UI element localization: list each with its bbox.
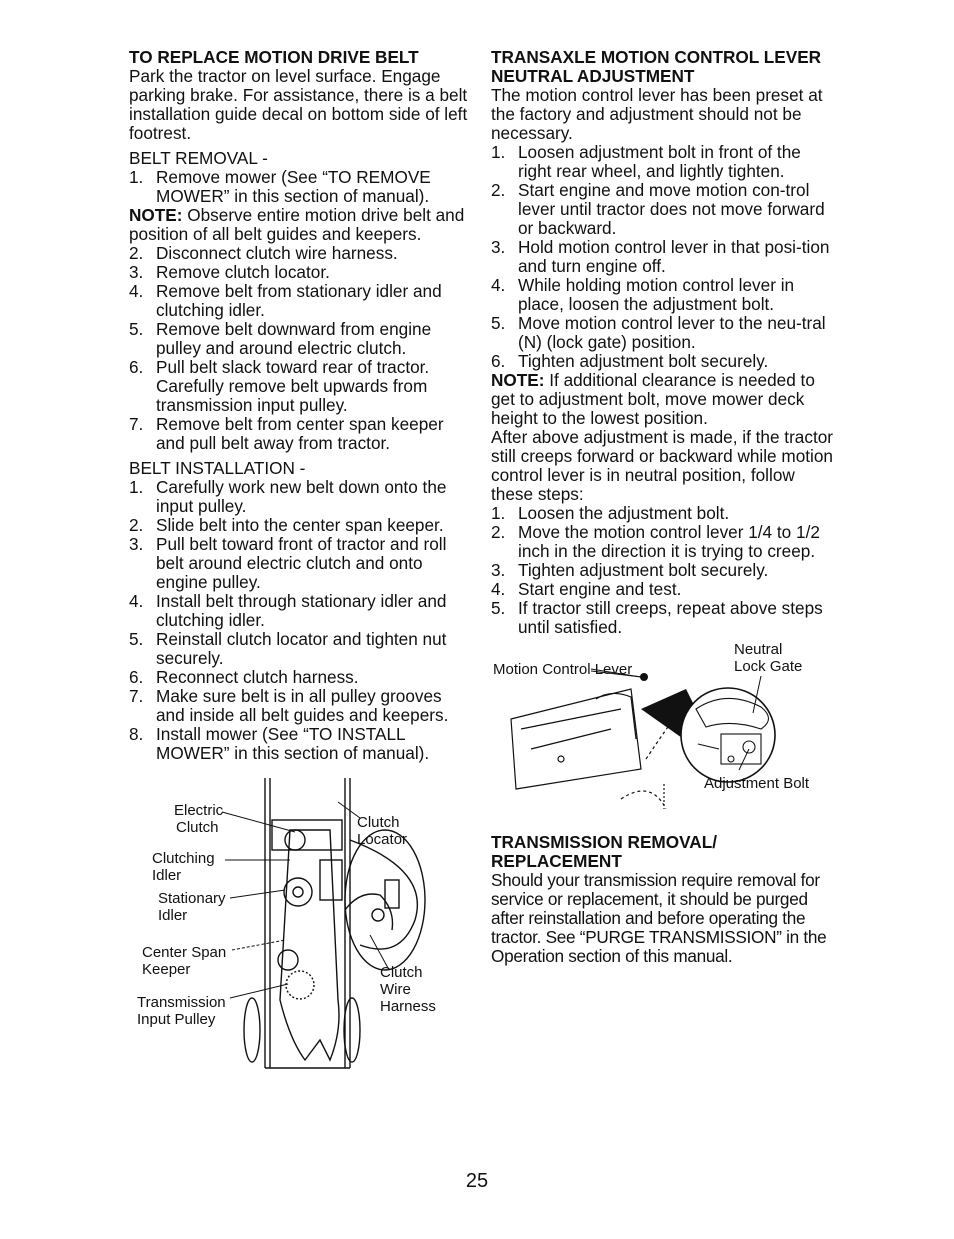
label-clutch-locator-line2: Locator <box>357 831 408 848</box>
label-stationary-idler-line1: Stationary <box>158 890 226 907</box>
list-item <box>129 282 474 320</box>
step-number: 1. <box>491 142 506 162</box>
label-clutch-wire-harness-line3: Harness <box>380 998 436 1015</box>
label-transmission-input-pulley-line1: Transmission <box>137 994 226 1011</box>
label-center-span-keeper-line1: Center Span <box>142 944 227 961</box>
step-text: Slide belt into the center span keeper. <box>156 515 444 535</box>
step-number: 5. <box>129 629 144 649</box>
label-clutch-wire-harness-line2: Wire <box>380 981 411 998</box>
creep-fix-steps <box>491 504 836 637</box>
list-item <box>491 352 836 371</box>
step-number: 3. <box>491 560 506 580</box>
belt-removal-steps <box>129 168 474 206</box>
neutral-after-text: After above adjustment is made, if the tractor still creeps forward or backward while motion control lever is in neutral position, follow these steps: <box>491 427 834 504</box>
step-number: 5. <box>129 319 144 339</box>
neutral-note-label: NOTE: <box>491 370 545 390</box>
label-neutral-lock-gate-line1: Neutral <box>734 641 783 658</box>
label-clutch-wire-harness-line1: Clutch <box>380 964 423 981</box>
label-stationary-idler <box>158 890 226 924</box>
step-number: 7. <box>129 414 144 434</box>
step-text: Remove clutch locator. <box>156 262 330 282</box>
list-item <box>129 320 474 358</box>
list-item <box>491 504 836 523</box>
list-item <box>129 478 474 516</box>
list-item <box>129 592 474 630</box>
step-number: 2. <box>491 522 506 542</box>
note-label: NOTE: <box>129 205 183 225</box>
list-item <box>129 415 474 453</box>
list-item <box>129 516 474 535</box>
section-heading-transmission: TRANSMISSION REMOVAL/ REPLACEMENT <box>491 832 717 871</box>
transmission-paragraph: Should your transmission require removal for service or replacement, it should be purged after reinstallation and before operating the tractor. See “PURGE TRANSMISSION” in the Operation section of this manual. <box>491 870 827 966</box>
list-item <box>129 725 474 763</box>
list-item <box>491 523 836 561</box>
label-clutch-wire-harness <box>380 964 436 1015</box>
step-number: 5. <box>491 598 506 618</box>
list-item <box>491 314 836 352</box>
step-text: Move the motion control lever 1/4 to 1/2 inch in the direction it is trying to creep. <box>518 522 820 561</box>
label-clutching-idler <box>152 850 215 884</box>
step-text: Pull belt slack toward rear of tractor. Carefully remove belt upwards from transmission input pulley. <box>156 357 430 415</box>
label-clutching-idler-line2: Idler <box>152 867 182 884</box>
step-text: Hold motion control lever in that posi-tion and turn engine off. <box>518 237 830 276</box>
list-item <box>491 181 836 238</box>
label-transmission-input-pulley-line2: Input Pulley <box>137 1011 216 1028</box>
list-item <box>491 276 836 314</box>
list-item <box>129 687 474 725</box>
step-number: 3. <box>491 237 506 257</box>
label-electric-clutch-line2: Clutch <box>176 819 219 836</box>
step-number: 3. <box>129 534 144 554</box>
step-number: 1. <box>129 167 144 187</box>
belt-installation-label: BELT INSTALLATION - <box>129 458 306 478</box>
step-text: Start engine and move motion con-trol lever until tractor does not move forward or backward. <box>518 180 825 238</box>
list-item <box>129 535 474 592</box>
step-text: Reinstall clutch locator and tighten nut securely. <box>156 629 447 668</box>
step-number: 1. <box>491 503 506 523</box>
step-number: 4. <box>491 579 506 599</box>
step-number: 4. <box>129 591 144 611</box>
belt-diagram <box>130 770 436 1080</box>
step-text: If tractor still creeps, repeat above steps until satisfied. <box>518 598 823 637</box>
neutral-note <box>491 371 836 428</box>
list-item <box>129 630 474 668</box>
step-number: 2. <box>129 243 144 263</box>
list-item <box>491 580 836 599</box>
label-neutral-lock-gate-line2: Lock Gate <box>734 658 803 675</box>
step-number: 2. <box>491 180 506 200</box>
step-number: 6. <box>491 351 506 371</box>
page-number: 25 <box>465 1170 489 1192</box>
list-item <box>129 168 474 206</box>
step-number: 4. <box>129 281 144 301</box>
step-text: Disconnect clutch wire harness. <box>156 243 398 263</box>
label-transmission-input-pulley <box>137 994 226 1028</box>
list-item <box>491 599 836 637</box>
label-motion-control-lever: Motion Control Lever <box>493 661 633 678</box>
step-text: Tighten adjustment bolt securely. <box>518 560 769 580</box>
belt-removal-label: BELT REMOVAL - <box>129 148 268 168</box>
step-text: Pull belt toward front of tractor and roll belt around electric clutch and onto engine pulley. <box>156 534 447 592</box>
neutral-intro: The motion control lever has been preset at the factory and adjustment should not be necessary. <box>491 85 823 143</box>
right-column <box>491 48 836 966</box>
label-neutral-lock-gate <box>734 641 802 675</box>
left-column <box>129 48 474 763</box>
list-item <box>129 358 474 415</box>
step-number: 6. <box>129 357 144 377</box>
list-item <box>129 263 474 282</box>
step-text: Tighten adjustment bolt securely. <box>518 351 769 371</box>
step-number: 4. <box>491 275 506 295</box>
section-heading-neutral-adjustment: TRANSAXLE MOTION CONTROL LEVER NEUTRAL ADJUSTMENT <box>491 47 822 86</box>
note-text: Observe entire motion drive belt and position of all belt guides and keepers. <box>129 205 465 244</box>
label-electric-clutch <box>174 802 223 836</box>
step-text: Loosen the adjustment bolt. <box>518 503 730 523</box>
label-clutch-locator <box>357 814 407 848</box>
step-number: 8. <box>129 724 144 744</box>
step-text: Remove belt from center span keeper and pull belt away from tractor. <box>156 414 444 453</box>
motion-control-figure <box>491 641 836 819</box>
belt-installation-steps <box>129 478 474 763</box>
section-heading-replace-belt: TO REPLACE MOTION DRIVE BELT <box>129 47 419 67</box>
step-text: Start engine and test. <box>518 579 682 599</box>
label-clutching-idler-line1: Clutching <box>152 850 215 867</box>
step-text: Carefully work new belt down onto the input pulley. <box>156 477 447 516</box>
step-number: 1. <box>129 477 144 497</box>
label-clutch-locator-line1: Clutch <box>357 814 400 831</box>
step-number: 3. <box>129 262 144 282</box>
step-text: Install mower (See “TO INSTALL MOWER” in this section of manual). <box>156 724 430 763</box>
step-number: 6. <box>129 667 144 687</box>
neutral-adjustment-steps <box>491 143 836 371</box>
step-number: 2. <box>129 515 144 535</box>
step-text: Loosen adjustment bolt in front of the right rear wheel, and lightly tighten. <box>518 142 801 181</box>
step-text: Move motion control lever to the neu-tral (N) (lock gate) position. <box>518 313 826 352</box>
step-number: 7. <box>129 686 144 706</box>
list-item <box>491 143 836 181</box>
step-text: Remove mower (See “TO REMOVE MOWER” in this section of manual). <box>156 167 431 206</box>
step-number: 5. <box>491 313 506 333</box>
intro-paragraph: Park the tractor on level surface. Engage parking brake. For assistance, there is a belt installation guide decal on bottom side of left footrest. <box>129 66 468 143</box>
label-stationary-idler-line2: Idler <box>158 907 188 924</box>
step-text: Reconnect clutch harness. <box>156 667 359 687</box>
belt-removal-steps-continued <box>129 244 474 453</box>
list-item <box>129 244 474 263</box>
list-item <box>491 561 836 580</box>
list-item <box>129 668 474 687</box>
step-text: Remove belt downward from engine pulley and around electric clutch. <box>156 319 432 358</box>
label-center-span-keeper <box>142 944 226 978</box>
neutral-note-text: If additional clearance is needed to get to adjustment bolt, move mower deck height to the lowest position. <box>491 370 815 428</box>
step-text: Make sure belt is in all pulley grooves and inside all belt guides and keepers. <box>156 686 449 725</box>
step-text: While holding motion control lever in place, loosen the adjustment bolt. <box>518 275 795 314</box>
step-text: Install belt through stationary idler and clutching idler. <box>156 591 447 630</box>
note-paragraph <box>129 206 474 244</box>
list-item <box>491 238 836 276</box>
label-center-span-keeper-line2: Keeper <box>142 961 191 978</box>
label-electric-clutch-line1: Electric <box>174 802 224 819</box>
label-adjustment-bolt: Adjustment Bolt <box>704 775 810 792</box>
step-text: Remove belt from stationary idler and clutching idler. <box>156 281 442 320</box>
